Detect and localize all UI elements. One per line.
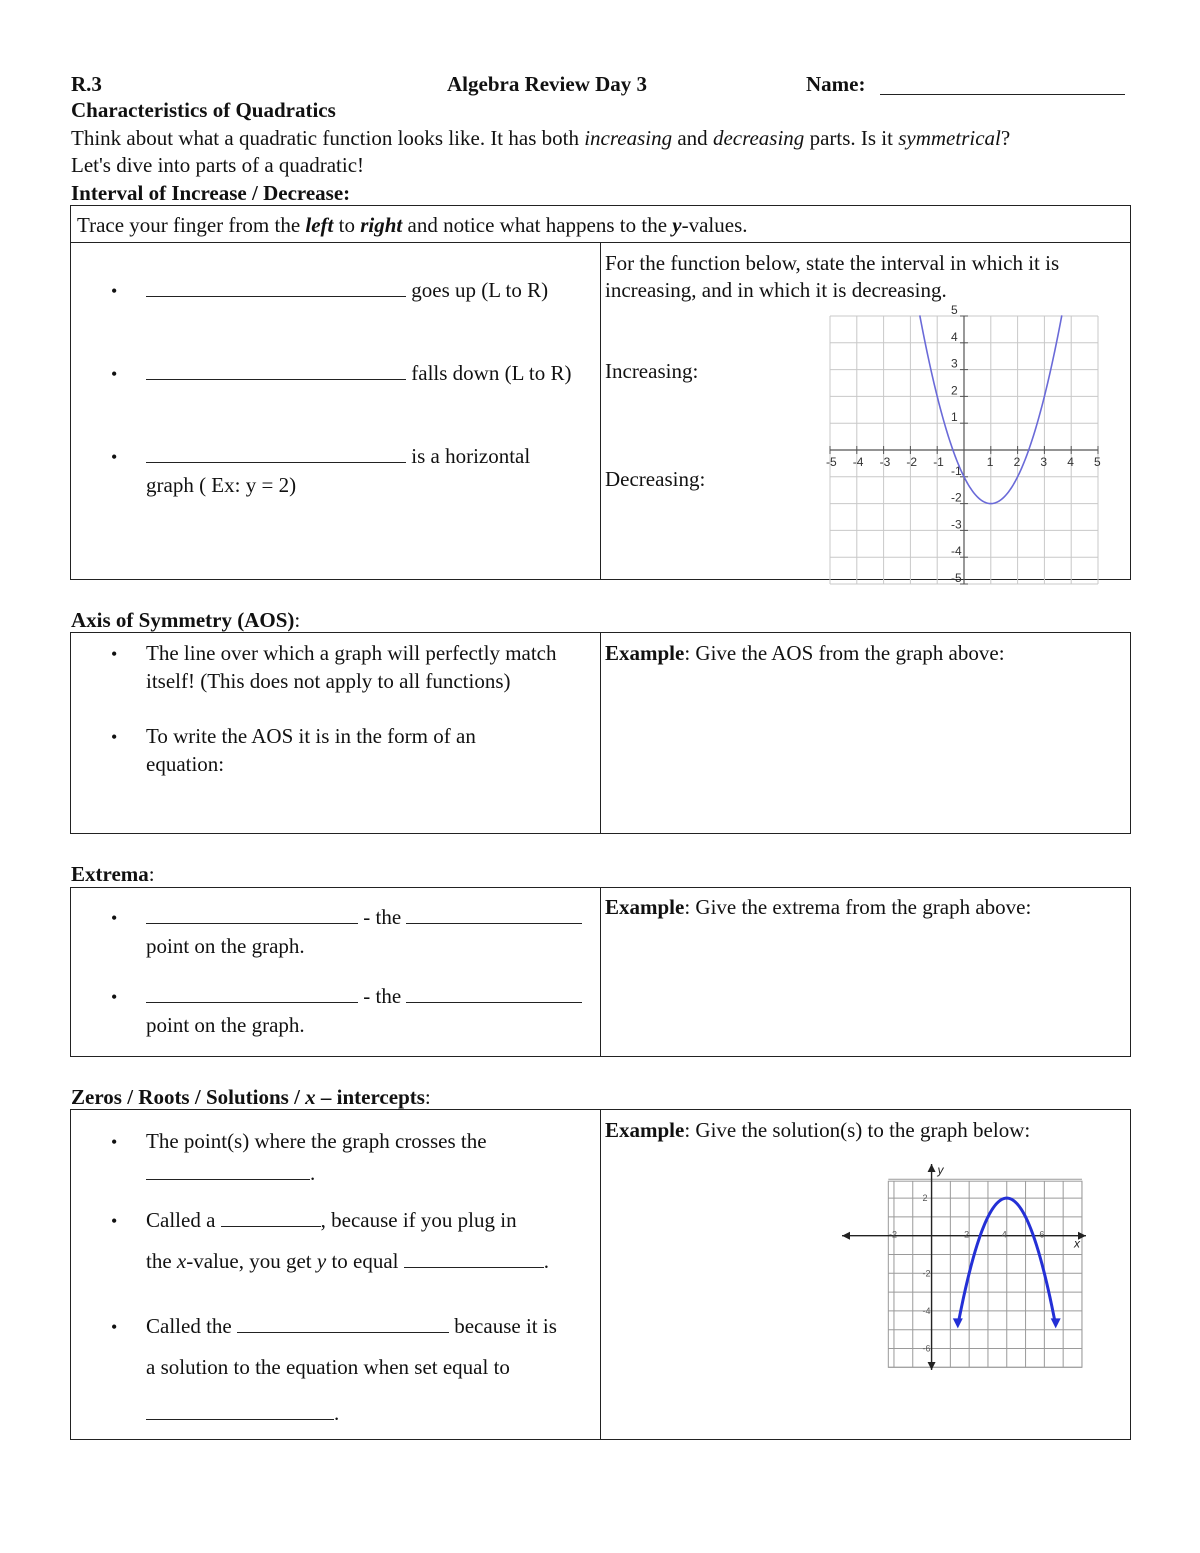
curve-arrow — [953, 1318, 963, 1328]
downward-parabola-graph — [838, 1160, 1094, 1374]
blank[interactable] — [146, 984, 358, 1003]
worksheet-title: Algebra Review Day 3 — [447, 72, 648, 96]
bullet: • — [111, 281, 118, 301]
bullet: • — [111, 447, 118, 467]
extrema-example: Example: Give the extrema from the graph above: — [605, 895, 1032, 919]
aos-bullet1: The line over which a graph will perfectly match itself! (This does not apply to all functions) — [146, 641, 557, 693]
bullet: • — [111, 908, 118, 928]
blank[interactable] — [404, 1249, 544, 1268]
intro-line2: Let's dive into parts of a quadratic! — [71, 153, 365, 177]
aos-heading: Axis of Symmetry (AOS): — [71, 608, 301, 632]
x-tick-label: -3 — [879, 455, 891, 469]
zeros-bullet2-cont: the x-value, you get y to equal . — [146, 1249, 549, 1273]
y-tick-label: -4 — [922, 1305, 931, 1316]
extrema-heading: Extrema: — [71, 862, 155, 886]
curve-arrow — [1051, 1318, 1061, 1328]
constant-bullet-cont: graph ( Ex: y = 2) — [146, 473, 297, 497]
aos-bullet2: To write the AOS it is in the form of an equation: — [146, 724, 476, 776]
y-tick-label: -2 — [951, 490, 962, 505]
bullet: • — [111, 987, 118, 1007]
decreasing-bullet: falls down (L to R) — [146, 360, 571, 387]
interval-heading: Interval of Increase / Decrease: — [71, 181, 351, 205]
x-tick-label: 3 — [1040, 455, 1048, 469]
y-tick-label: 2 — [951, 383, 958, 398]
trace-instruction: Trace your finger from the left to right and notice what happens to the y-values. — [77, 213, 748, 237]
aos-example: Example: Give the AOS from the graph above: — [605, 641, 1005, 665]
x-axis-arrow — [842, 1232, 850, 1240]
bullet: • — [111, 364, 118, 384]
zeros-bullet3-cont: a solution to the equation when set equal to — [146, 1355, 510, 1379]
x-tick-label: 4 — [1067, 455, 1074, 469]
zeros-example: Example: Give the solution(s) to the graph below: — [605, 1118, 1031, 1142]
blank[interactable] — [146, 1401, 334, 1420]
constant-bullet: is a horizontal — [146, 443, 530, 470]
worksheet-code: R.3 — [71, 72, 102, 96]
blank[interactable] — [146, 361, 406, 380]
zeros-bullet3-end: . — [146, 1400, 339, 1427]
increasing-bullet: goes up (L to R) — [146, 277, 548, 304]
y-axis-arrow — [928, 1164, 936, 1172]
x-tick-label: -5 — [826, 455, 837, 469]
intro-line1: Think about what a quadratic function looks like. It has both increasing and decreasing parts. Is it symmetrical? — [71, 126, 1011, 150]
grid-border — [888, 1181, 1082, 1367]
zeros-bullet1-cont: . — [146, 1160, 315, 1187]
blank[interactable] — [146, 905, 358, 924]
blank[interactable] — [221, 1208, 321, 1227]
y-tick-label: 4 — [951, 329, 958, 344]
y-tick-label: -1 — [951, 463, 962, 478]
bullet: • — [111, 1317, 118, 1337]
intro-heading: Characteristics of Quadratics — [71, 98, 336, 122]
zeros-bullet2: Called a , because if you plug in — [146, 1208, 517, 1232]
y-tick-label: -6 — [922, 1343, 931, 1354]
bullet: • — [111, 727, 118, 747]
x-tick-label: 5 — [1094, 455, 1101, 469]
maximum-bullet: - the — [146, 904, 582, 931]
y-tick-label: -4 — [951, 544, 962, 559]
bullet: • — [111, 1132, 118, 1152]
decreasing-label: Decreasing: — [605, 467, 706, 491]
x-axis-label: x — [1074, 1236, 1080, 1251]
x-tick-label: 1 — [986, 455, 994, 469]
y-tick-label: 3 — [951, 356, 958, 371]
increasing-label: Increasing: — [605, 359, 699, 383]
x-tick-label: -2 — [906, 455, 918, 469]
y-tick-label: 5 — [951, 303, 958, 317]
maximum-bullet-cont: point on the graph. — [146, 934, 305, 958]
upward-parabola-graph — [820, 303, 1110, 585]
zeros-col-divider — [600, 1109, 601, 1440]
x-tick-label: 2 — [964, 1229, 970, 1240]
x-tick-label: -4 — [852, 455, 864, 469]
y-tick-label: -5 — [951, 571, 962, 585]
name-label: Name: — [806, 72, 866, 96]
y-tick-label: 1 — [951, 410, 958, 425]
x-tick-label: 4 — [1001, 1229, 1007, 1240]
interval-col-divider — [600, 242, 601, 580]
extrema-col-divider — [600, 887, 601, 1057]
bullet: • — [111, 644, 118, 664]
bullet: • — [111, 1211, 118, 1231]
blank[interactable] — [146, 278, 406, 297]
blank[interactable] — [406, 905, 582, 924]
aos-col-divider — [600, 632, 601, 834]
x-tick-label: 6 — [1039, 1229, 1045, 1240]
blank[interactable] — [146, 1161, 310, 1180]
minimum-bullet: - the — [146, 983, 582, 1010]
name-blank[interactable] — [880, 94, 1125, 95]
zeros-bullet3: Called the because it is — [146, 1314, 557, 1338]
blank[interactable] — [406, 984, 582, 1003]
interval-prompt: For the function below, state the interval in which it is increasing, and in which it is decreasing. — [605, 251, 1060, 302]
x-tick-label: -1 — [933, 455, 944, 469]
y-tick-label: -3 — [951, 517, 962, 532]
zeros-bullet1: The point(s) where the graph crosses the — [146, 1129, 487, 1153]
y-axis-arrow — [928, 1362, 936, 1370]
blank[interactable] — [146, 444, 406, 463]
x-tick-label: 2 — [1013, 455, 1021, 469]
blank[interactable] — [237, 1314, 449, 1333]
zeros-heading: Zeros / Roots / Solutions / x – intercepts: — [71, 1085, 431, 1109]
y-tick-label: -2 — [922, 1268, 931, 1279]
y-axis-label: y — [937, 1163, 944, 1177]
minimum-bullet-cont: point on the graph. — [146, 1013, 305, 1037]
x-tick-label: -2 — [888, 1229, 897, 1240]
y-tick-label: 2 — [922, 1193, 928, 1204]
